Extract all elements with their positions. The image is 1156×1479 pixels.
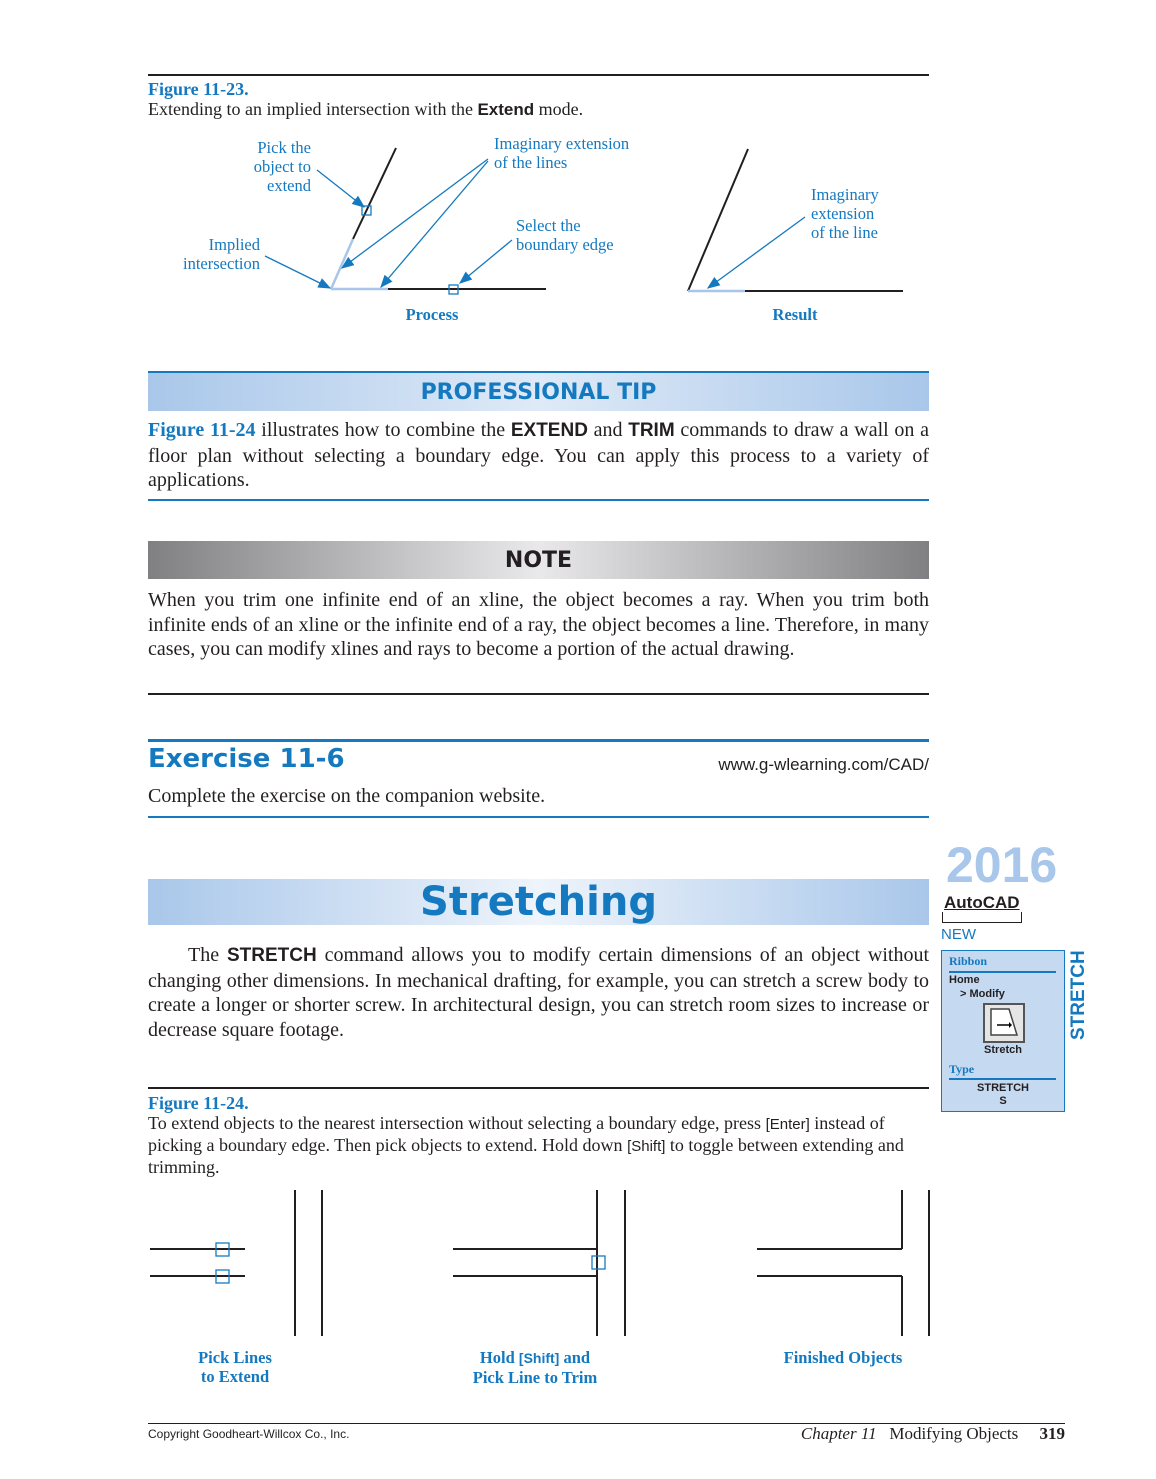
figure-title: Figure 11-23. [148, 79, 249, 99]
exercise-url[interactable]: www.g-wlearning.com/CAD/ [718, 755, 929, 774]
result-label: Result [772, 305, 818, 324]
chapter-number: Chapter 11 [800, 1424, 877, 1443]
professional-tip-heading: PROFESSIONAL TIP [148, 371, 929, 411]
divider [148, 1087, 929, 1089]
section-body: The STRETCH command allows you to modify certain dimensions of an object without changing other dimensions. In mechanical drafting, for example, you can stretch a screw body to create a longer or shorter screw. In architectural design, you can stretch room sizes to increase or decrease square footage. [148, 944, 930, 1041]
note-heading: NOTE [148, 541, 929, 579]
divider [148, 739, 929, 742]
stretch-button-label: Stretch [984, 1044, 1022, 1056]
page-number: 319 [1039, 1424, 1065, 1443]
section-title: Stretching [148, 879, 929, 925]
badge-bracket [942, 912, 1022, 923]
ribbon-label: Ribbon [949, 954, 988, 968]
product-name: AutoCAD [944, 893, 1020, 912]
ribbon-panel: > Modify [960, 988, 1005, 1000]
ribbon-tab: Home [949, 974, 980, 986]
label-hold-shift: Hold [Shift] and Pick Line to Trim [472, 1348, 598, 1387]
exercise-body: Complete the exercise on the companion website. [148, 785, 546, 807]
command-name: STRETCH [977, 1082, 1029, 1094]
divider [148, 499, 929, 501]
type-label: Type [949, 1062, 975, 1076]
exercise-title: Exercise 11-6 [148, 744, 345, 774]
label-implied-intersection: Implied intersection [183, 235, 260, 273]
running-footer [801, 1424, 1065, 1444]
copyright: Copyright Goodheart-Willcox Co., Inc. [148, 1427, 350, 1441]
figure-caption: To extend objects to the nearest intersection without selecting a boundary edge, press [Enter] instead of picking a boundary edge. Then pick objects to extend. Hold down [Shift] to toggle between extending and trimming. [148, 1113, 904, 1177]
command-alias: S [999, 1095, 1007, 1107]
vertical-command-label: STRETCH [1068, 950, 1089, 1040]
chapter-title: Modifying Objects [889, 1424, 1019, 1443]
label-pick-object: Pick the object to extend [253, 138, 311, 195]
tip-body: Figure 11-24 illustrates how to combine the EXTEND and TRIM commands to draw a wall on a floor plan without selecting a boundary edge. You can apply this process to a variety of applications. [148, 419, 929, 492]
command-access-box [941, 950, 1065, 1112]
label-finished: Finished Objects [783, 1348, 903, 1367]
label-imaginary-lines: Imaginary extension of the lines [494, 134, 630, 172]
label-imaginary-line: Imaginary extension of the line [811, 185, 879, 242]
new-badge: NEW [941, 926, 976, 943]
figure-link[interactable]: Figure 11-24 [148, 419, 256, 441]
divider [148, 816, 929, 818]
caption-text: Extending to an implied intersection with the [148, 99, 478, 119]
stretch-icon[interactable] [983, 1003, 1025, 1043]
label-select-boundary: Select the boundary edge [516, 216, 614, 254]
figure-title: Figure 11-24. [148, 1093, 249, 1113]
divider [148, 693, 929, 695]
fig24-diagrams [150, 1190, 929, 1336]
caption-bold: Extend [477, 100, 535, 119]
note-body: When you trim one infinite end of an xline, the object becomes a ray. When you trim both infinite ends of an xline or the infinite end of a ray, the object becomes a line. Therefore, in many cases, you can modify xlines and rays to become a portion of the actual drawing. [148, 589, 929, 661]
label-pick-lines: Pick Lines to Extend [198, 1348, 272, 1386]
caption-text: mode. [534, 99, 584, 119]
process-label: Process [405, 305, 459, 324]
version-year: 2016 [946, 837, 1058, 893]
